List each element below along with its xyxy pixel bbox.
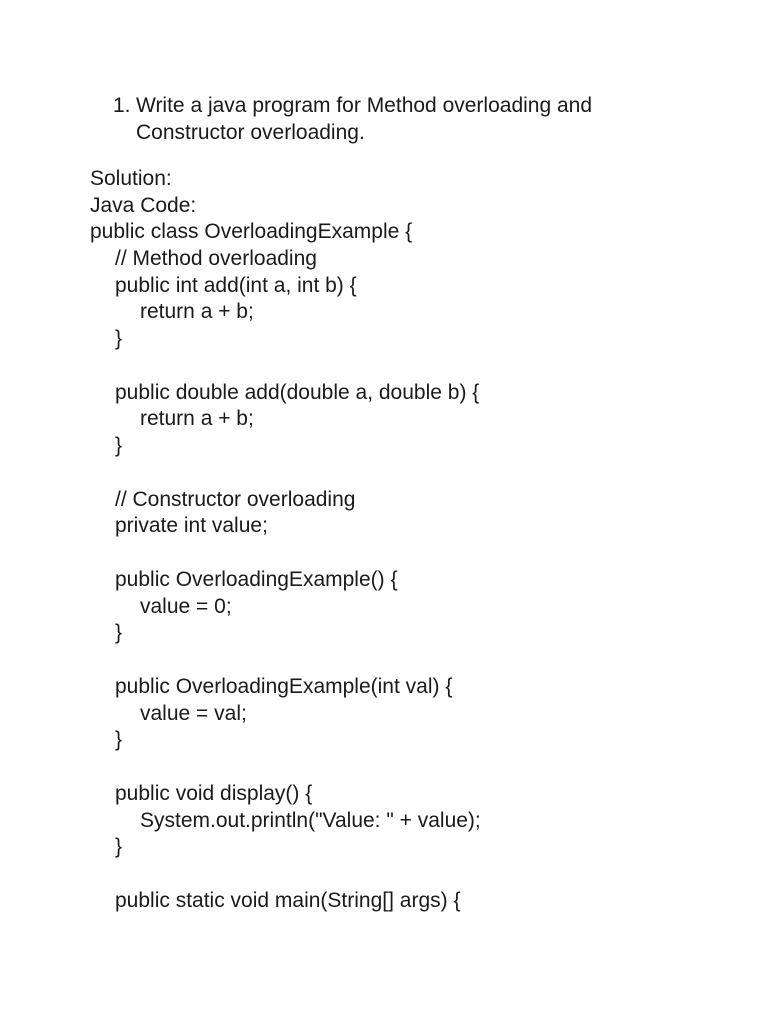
code-blank-line (90, 460, 730, 487)
code-line: public OverloadingExample(int val) { (115, 674, 453, 698)
solution-section (90, 165, 730, 915)
code-line: } (115, 835, 123, 859)
code-line: // Constructor overloading (115, 487, 356, 511)
code-blank-line (90, 861, 730, 888)
code-line: System.out.println("Value: " + value); (140, 808, 481, 832)
code-line: public static void main(String[] args) { (115, 888, 461, 912)
code-line: public int add(int a, int b) { (115, 273, 357, 297)
code-line: } (115, 434, 123, 457)
code-line: public void display() { (115, 781, 313, 805)
code-block (90, 219, 730, 915)
question-text (136, 92, 673, 146)
code-line: value = 0; (140, 594, 232, 618)
code-line: // Method overloading (115, 246, 317, 270)
code-blank-line (90, 647, 730, 674)
solution-label: Solution: (90, 167, 172, 190)
code-line: return a + b; (140, 300, 254, 324)
code-line: return a + b; (140, 407, 254, 431)
question-line-1: Write a java program for Method overloading and (136, 94, 593, 117)
question-item (113, 92, 673, 146)
code-line: public OverloadingExample() { (115, 567, 398, 591)
code-blank-line (90, 540, 730, 567)
code-label: Java Code: (90, 194, 197, 217)
code-blank-line (90, 353, 730, 380)
code-line: } (115, 728, 123, 752)
code-blank-line (90, 754, 730, 781)
code-line: } (115, 621, 123, 645)
code-line: private int value; (115, 514, 268, 538)
question-line-2: Constructor overloading. (136, 121, 365, 144)
code-line: } (115, 327, 123, 350)
code-line: value = val; (140, 701, 247, 725)
question-number: 1. (113, 94, 131, 117)
code-line: public double add(double a, double b) { (115, 380, 480, 404)
code-line: public class OverloadingExample { (90, 220, 413, 243)
